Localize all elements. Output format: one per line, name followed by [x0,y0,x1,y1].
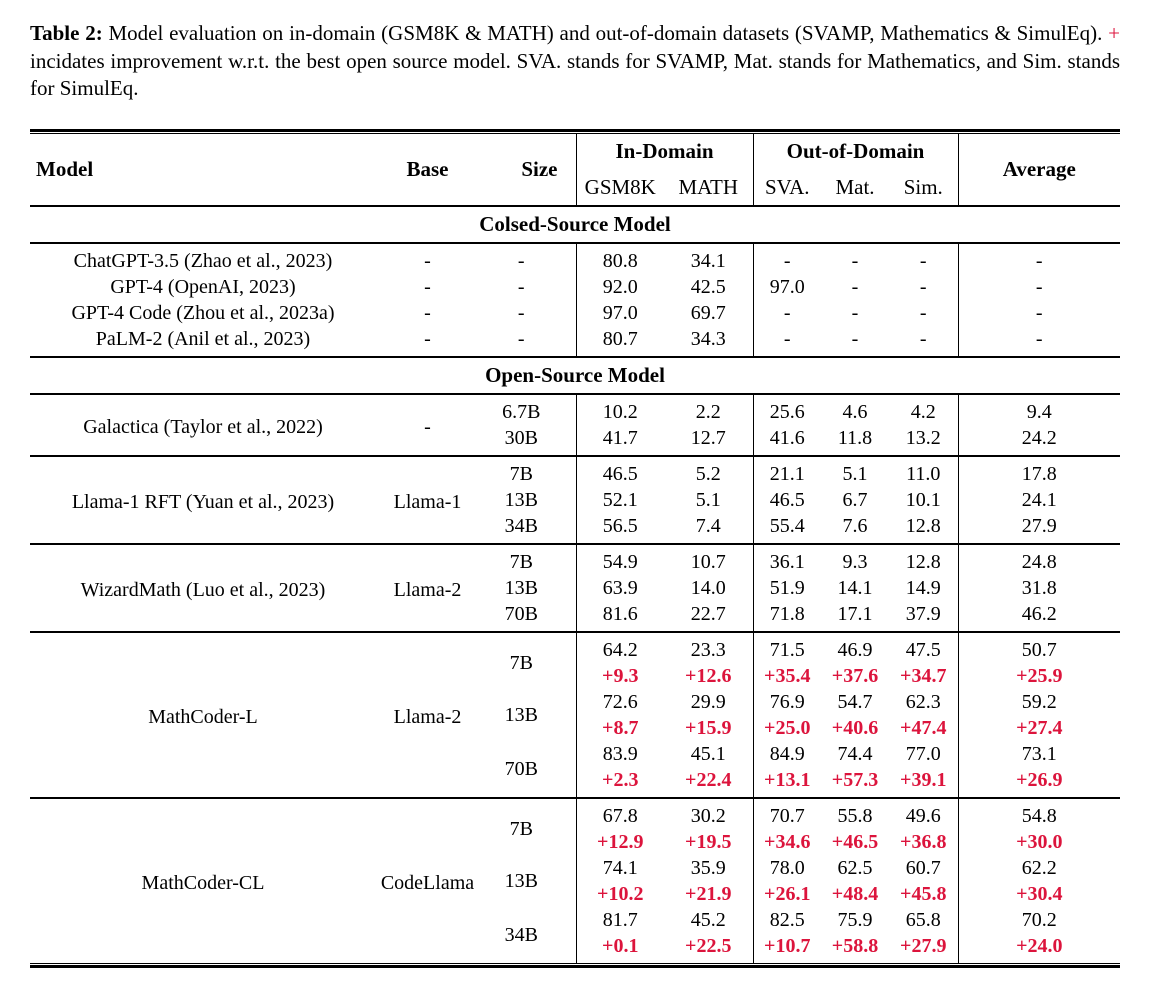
score-average: 9.4 [958,394,1120,425]
score-sim: 49.6 [905,804,941,827]
score-gsm8k: 80.8 [576,243,664,274]
section-title: Open-Source Model [485,362,665,387]
section-title-row [30,357,1120,394]
score-math: 34.3 [690,327,726,350]
score-sim: 12.8 [905,550,941,573]
model-size: - [517,249,525,272]
score-sim: - [919,301,927,324]
score-mat: 5.1 [842,462,868,485]
score-average: 31.8 [958,575,1120,601]
header-in-domain: In-Domain [576,134,753,170]
model-name: Llama-1 RFT (Yuan et al., 2023) [71,490,335,513]
score-average: 54.8 [958,798,1120,829]
score-sva: 97.0 [753,274,821,300]
score-average: - [958,300,1120,326]
score-sim: 4.2 [910,400,936,423]
score-math: 34.1 [690,249,726,272]
table-row [30,394,1120,425]
score-average: 24.1 [958,487,1120,513]
model-name: GPT-4 Code (Zhou et al., 2023a) [71,301,335,324]
caption-label: Table 2: [30,21,103,45]
delta-sim: +47.4 [900,716,947,739]
score-sim: 11.0 [906,462,941,485]
score-mat: 11.8 [837,426,873,449]
score-average: 70.2 [958,907,1120,933]
delta-math: +19.5 [685,830,732,853]
score-mat: 75.9 [837,908,873,931]
delta-gsm8k: +12.9 [576,829,664,855]
score-sva: 82.5 [753,907,821,933]
score-mat: - [851,249,859,272]
table-row [30,274,1120,300]
score-gsm8k: 41.7 [576,425,664,456]
score-mat: 9.3 [842,550,868,573]
delta-sim: +34.7 [900,664,947,687]
header-size: Size [521,156,558,181]
score-sva: - [753,300,821,326]
score-mat: 4.6 [842,400,868,423]
score-sim: 14.9 [905,576,941,599]
model-block [30,456,1120,544]
table-row [30,300,1120,326]
delta-mat: +57.3 [831,768,879,791]
score-mat: 74.4 [837,742,873,765]
model-size: 34B [504,514,538,537]
delta-math: +21.9 [685,882,732,905]
delta-average: +25.9 [958,663,1120,689]
score-gsm8k: 46.5 [576,456,664,487]
score-average: 17.8 [958,456,1120,487]
score-math: 14.0 [690,576,726,599]
delta-mat: +40.6 [831,716,879,739]
score-average: 27.9 [958,513,1120,544]
score-gsm8k: 97.0 [576,300,664,326]
score-gsm8k: 72.6 [576,689,664,715]
delta-math: +15.9 [685,716,732,739]
delta-sva: +25.0 [753,715,821,741]
model-name: WizardMath (Luo et al., 2023) [80,578,326,601]
model-size: - [517,275,525,298]
score-math: 45.1 [690,742,726,765]
model-size: 13B [504,576,538,599]
results-table [30,134,1120,963]
delta-gsm8k: +8.7 [576,715,664,741]
score-math: 2.2 [695,400,721,423]
score-sva: 71.8 [753,601,821,632]
score-sva: 21.1 [753,456,821,487]
score-sim: 12.8 [905,514,941,537]
score-gsm8k: 81.7 [576,907,664,933]
score-sim: 62.3 [905,690,941,713]
score-gsm8k: 56.5 [576,513,664,544]
model-name: ChatGPT-3.5 (Zhao et al., 2023) [73,249,333,272]
model-name: Galactica (Taylor et al., 2022) [83,415,323,438]
score-sim: 13.2 [905,426,941,449]
score-sim: - [919,249,927,272]
score-math: 30.2 [690,804,726,827]
model-block [30,243,1120,357]
score-mat: 46.9 [837,638,873,661]
score-sim: 65.8 [905,908,941,931]
model-size: - [517,301,525,324]
table-caption [30,20,1120,103]
header-average: Average [958,134,1120,206]
base-model: - [424,415,431,438]
base-model: CodeLlama [380,871,475,894]
base-model: - [424,275,431,298]
header-base: Base [406,156,449,181]
score-average: 50.7 [958,632,1120,663]
table-row [30,632,1120,663]
score-gsm8k: 63.9 [576,575,664,601]
score-math: 35.9 [690,856,726,879]
score-sva: 55.4 [753,513,821,544]
model-size: 30B [504,426,538,449]
model-size: 7B [509,651,533,674]
score-average: 73.1 [958,741,1120,767]
score-mat: - [851,275,859,298]
base-model: - [424,327,431,350]
score-gsm8k: 83.9 [576,741,664,767]
score-sva: - [753,243,821,274]
score-sva: 46.5 [753,487,821,513]
score-average: 46.2 [958,601,1120,632]
delta-math: +22.4 [685,768,732,791]
header-mat: Mat. [835,174,875,199]
header-math: MATH [678,174,738,199]
score-gsm8k: 52.1 [576,487,664,513]
header-out-of-domain: Out-of-Domain [753,134,958,170]
delta-average: +30.0 [958,829,1120,855]
score-mat: - [851,327,859,350]
score-mat: 17.1 [837,602,873,625]
score-math: 7.4 [695,514,721,537]
delta-sim: +27.9 [900,934,947,957]
table-row [30,456,1120,487]
model-name: GPT-4 (OpenAI, 2023) [110,275,296,298]
model-size: 7B [509,817,533,840]
model-name: MathCoder-CL [141,871,265,894]
caption-plus-sign: + [1108,21,1121,45]
score-sva: 36.1 [753,544,821,575]
delta-sva: +35.4 [753,663,821,689]
delta-sva: +26.1 [753,881,821,907]
score-math: 5.2 [695,462,721,485]
header-sva: SVA. [753,170,821,206]
score-math: 29.9 [690,690,726,713]
header-gsm8k: GSM8K [576,170,664,206]
delta-math: +12.6 [685,664,732,687]
score-sim: 37.9 [905,602,941,625]
delta-mat: +37.6 [831,664,879,687]
table-row [30,798,1120,829]
model-size: 6.7B [502,400,541,423]
score-average: 24.8 [958,544,1120,575]
caption-text-2: incidates improvement w.r.t. the best open source model. SVA. stands for SVAMP, Mat. stands for Mathematics, and Sim. stands for SimulEq. [30,48,1120,100]
score-mat: 55.8 [837,804,873,827]
table-header [30,134,1120,206]
score-gsm8k: 54.9 [576,544,664,575]
section-title: Colsed-Source Model [479,211,671,236]
score-sva: 41.6 [753,425,821,456]
score-math: 5.1 [695,488,721,511]
score-average: 62.2 [958,855,1120,881]
score-gsm8k: 74.1 [576,855,664,881]
delta-gsm8k: +10.2 [576,881,664,907]
model-name: PaLM-2 (Anil et al., 2023) [95,327,311,350]
model-size: 7B [509,462,533,485]
delta-mat: +48.4 [831,882,879,905]
delta-sim: +36.8 [900,830,947,853]
score-sva: 71.5 [753,632,821,663]
delta-sim: +39.1 [900,768,947,791]
base-model: Llama-2 [393,705,462,728]
score-average: - [958,326,1120,357]
score-gsm8k: 67.8 [576,798,664,829]
score-mat: - [851,301,859,324]
score-sva: 51.9 [753,575,821,601]
score-average: 59.2 [958,689,1120,715]
caption-text-1: Model evaluation on in-domain (GSM8K & MATH) and out-of-domain datasets (SVAMP, Mathematics & SimulEq). [108,21,1103,45]
delta-mat: +46.5 [831,830,879,853]
model-size: 34B [504,923,538,946]
model-size: 70B [504,757,538,780]
delta-sva: +34.6 [753,829,821,855]
score-mat: 54.7 [837,690,873,713]
score-average: - [958,243,1120,274]
score-math: 10.7 [690,550,726,573]
score-math: 45.2 [690,908,726,931]
model-name: MathCoder-L [148,705,258,728]
table-row [30,326,1120,357]
delta-sim: +45.8 [900,882,947,905]
score-sim: - [919,327,927,350]
model-size: 13B [504,703,538,726]
score-sim: 77.0 [905,742,941,765]
score-mat: 14.1 [837,576,873,599]
score-gsm8k: 81.6 [576,601,664,632]
score-math: 12.7 [690,426,726,449]
delta-gsm8k: +9.3 [576,663,664,689]
base-model: Llama-1 [393,490,462,513]
delta-average: +30.4 [958,881,1120,907]
delta-math: +22.5 [685,934,732,957]
score-average: 24.2 [958,425,1120,456]
delta-gsm8k: +0.1 [576,933,664,963]
score-mat: 62.5 [837,856,873,879]
model-size: 7B [509,550,533,573]
model-size: 70B [504,602,538,625]
score-sva: 76.9 [753,689,821,715]
score-sva: - [753,326,821,357]
score-sva: 25.6 [753,394,821,425]
score-math: 22.7 [690,602,726,625]
score-math: 69.7 [690,301,726,324]
score-gsm8k: 80.7 [576,326,664,357]
score-mat: 7.6 [842,514,868,537]
score-sva: 70.7 [753,798,821,829]
table-row [30,243,1120,274]
model-size: - [517,327,525,350]
score-sva: 78.0 [753,855,821,881]
score-gsm8k: 92.0 [576,274,664,300]
model-block [30,394,1120,456]
score-sim: - [919,275,927,298]
section-header-open-source-model [30,357,1120,394]
score-mat: 6.7 [842,488,868,511]
table-row [30,544,1120,575]
model-block [30,798,1120,963]
header-sim: Sim. [903,174,943,199]
table-bottom-double-rule [30,963,1120,968]
model-block [30,544,1120,632]
delta-sva: +10.7 [753,933,821,963]
score-gsm8k: 10.2 [576,394,664,425]
score-sim: 60.7 [905,856,941,879]
section-header-colsed-source-model [30,206,1120,243]
score-gsm8k: 64.2 [576,632,664,663]
delta-average: +24.0 [958,933,1120,963]
header-row-groups [30,134,1120,170]
header-model: Model [36,156,94,181]
base-model: - [424,301,431,324]
model-size: 13B [504,488,538,511]
base-model: - [424,249,431,272]
section-title-row [30,206,1120,243]
score-sim: 47.5 [905,638,941,661]
delta-sva: +13.1 [753,767,821,798]
score-sim: 10.1 [905,488,941,511]
base-model: Llama-2 [393,578,462,601]
delta-mat: +58.8 [831,934,879,957]
model-block [30,632,1120,798]
model-size: 13B [504,869,538,892]
score-math: 23.3 [690,638,726,661]
delta-gsm8k: +2.3 [576,767,664,798]
score-math: 42.5 [690,275,726,298]
score-sva: 84.9 [753,741,821,767]
delta-average: +27.4 [958,715,1120,741]
delta-average: +26.9 [958,767,1120,798]
score-average: - [958,274,1120,300]
